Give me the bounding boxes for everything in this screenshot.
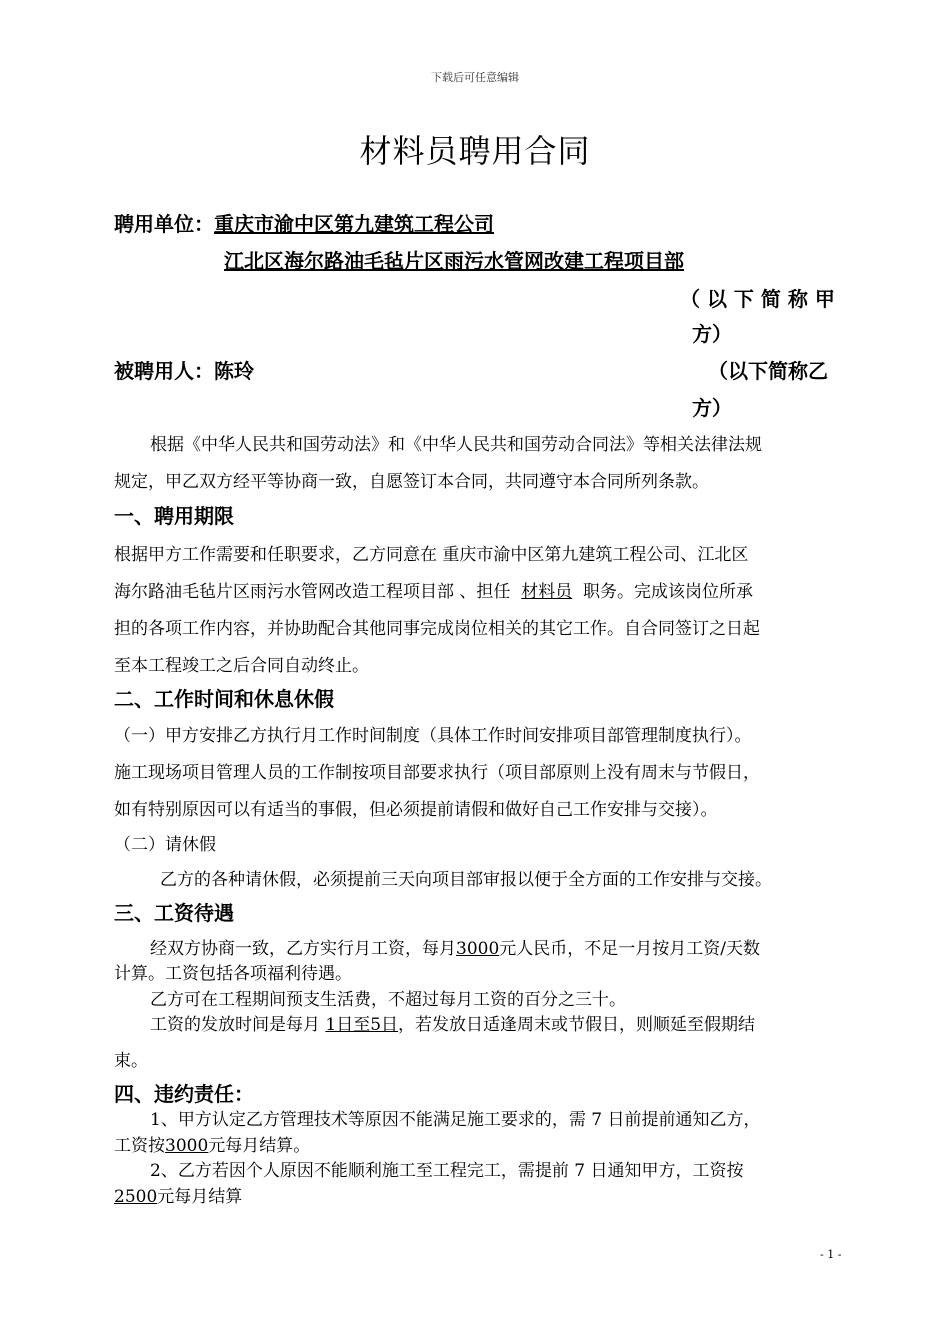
section-3-line-5: 束。	[114, 1051, 148, 1071]
section-4-line-2	[114, 1131, 310, 1156]
employee-name: 陈玲	[214, 359, 254, 383]
section-3-line-3: 乙方可在工程期间预支生活费，不超过每月工资的百分之三十。	[150, 990, 626, 1010]
section-1-line-2-a: 海尔路油毛毡片区雨污水管网改造工程项目部 、担任	[114, 582, 511, 602]
section-2-line-3: 如有特别原因可以有适当的事假，但必须提前请假和做好自己工作安排与交接）。	[114, 800, 718, 820]
pay-date: 1日至5日	[325, 1015, 399, 1035]
employer-dept: 江北区海尔路油毛毡片区雨污水管网改建工程项目部	[224, 249, 684, 273]
section-4-title: 四、违约责任：	[114, 1082, 254, 1106]
section-4-line-3: 2、乙方若因个人原因不能顺利施工至工程完工，需提前 7 日通知甲方，工资按	[150, 1161, 744, 1181]
employee-line	[114, 355, 254, 384]
employee-label: 被聘用人：	[114, 359, 214, 383]
monthly-salary: 3000	[456, 939, 500, 959]
section-2-line-5: 乙方的各种请休假，必须提前三天向项目部审报以便于全方面的工作安排与交接。	[160, 870, 772, 890]
section-3-line-1-b: 元人民币，不足一月按月工资/天数	[499, 939, 760, 959]
section-1-title: 一、聘用期限	[114, 504, 234, 528]
section-2-line-4: （二）请休假	[114, 835, 216, 855]
section-3-line-4-b: ，若发放日适逢周末或节假日，则顺延至假期结	[398, 1015, 756, 1035]
employee-alias-2: 方）	[692, 396, 732, 420]
employer-name: 重庆市渝中区第九建筑工程公司	[214, 212, 494, 236]
section-3-line-4	[150, 1010, 755, 1035]
section-1-line-4: 至本工程竣工之后合同自动终止。	[114, 656, 369, 676]
page-number: - 1 -	[820, 1248, 842, 1261]
penalty-salary-a: 3000	[165, 1136, 209, 1156]
section-4-line-2-b: 元每月结算。	[208, 1136, 311, 1156]
role-name: 材料员	[521, 582, 573, 602]
section-3-line-1-a: 经双方协商一致，乙方实行月工资，每月	[150, 939, 456, 959]
section-2-line-2: 施工现场项目管理人员的工作制按项目部要求执行（项目部原则上没有周末与节假日，	[114, 763, 760, 783]
intro-line-1: 根据《中华人民共和国劳动法》和《中华人民共和国劳动合同法》等相关法律法规	[150, 435, 762, 455]
employer-line	[114, 208, 494, 237]
section-2-line-1: （一）甲方安排乙方执行月工作时间制度（具体工作时间安排项目部管理制度执行）。	[114, 726, 752, 746]
intro-line-2: 规定，甲乙双方经平等协商一致，自愿签订本合同，共同遵守本合同所列条款。	[114, 472, 709, 492]
section-3-line-4-a: 工资的发放时间是每月	[150, 1015, 320, 1035]
section-4-line-4-b: 元每月结算	[157, 1187, 243, 1207]
employer-alias-2: 方）	[692, 322, 732, 346]
penalty-salary-b: 2500	[114, 1187, 158, 1207]
section-4-line-4	[114, 1182, 242, 1207]
section-2-title: 二、工作时间和休息休假	[114, 687, 334, 711]
section-1-line-1: 根据甲方工作需要和任职要求，乙方同意在 重庆市渝中区第九建筑工程公司、江北区	[114, 545, 749, 565]
employee-alias-1: （以下简称乙	[708, 359, 828, 383]
employer-label: 聘用单位：	[114, 212, 214, 236]
employer-alias-1: （ 以 下 简 称 甲	[680, 287, 835, 311]
section-3-line-1	[150, 934, 760, 959]
header-note: 下载后可任意编辑	[431, 71, 519, 84]
section-3-title: 三、工资待遇	[114, 901, 234, 925]
section-1-line-3: 担的各项工作内容，并协助配合其他同事完成岗位相关的其它工作。自合同签订之日起	[114, 619, 760, 639]
section-1-line-2-b: 职务。完成该岗位所承	[583, 582, 754, 602]
section-4-line-2-a: 工资按	[114, 1136, 165, 1156]
section-4-line-1: 1、甲方认定乙方管理技术等原因不能满足施工要求的，需 7 日前提前通知乙方，	[150, 1110, 761, 1130]
page-title: 材料员聘用合同	[359, 132, 591, 170]
section-1-line-2	[114, 577, 753, 602]
section-3-line-2: 计算。工资包括各项福利待遇。	[114, 964, 352, 984]
